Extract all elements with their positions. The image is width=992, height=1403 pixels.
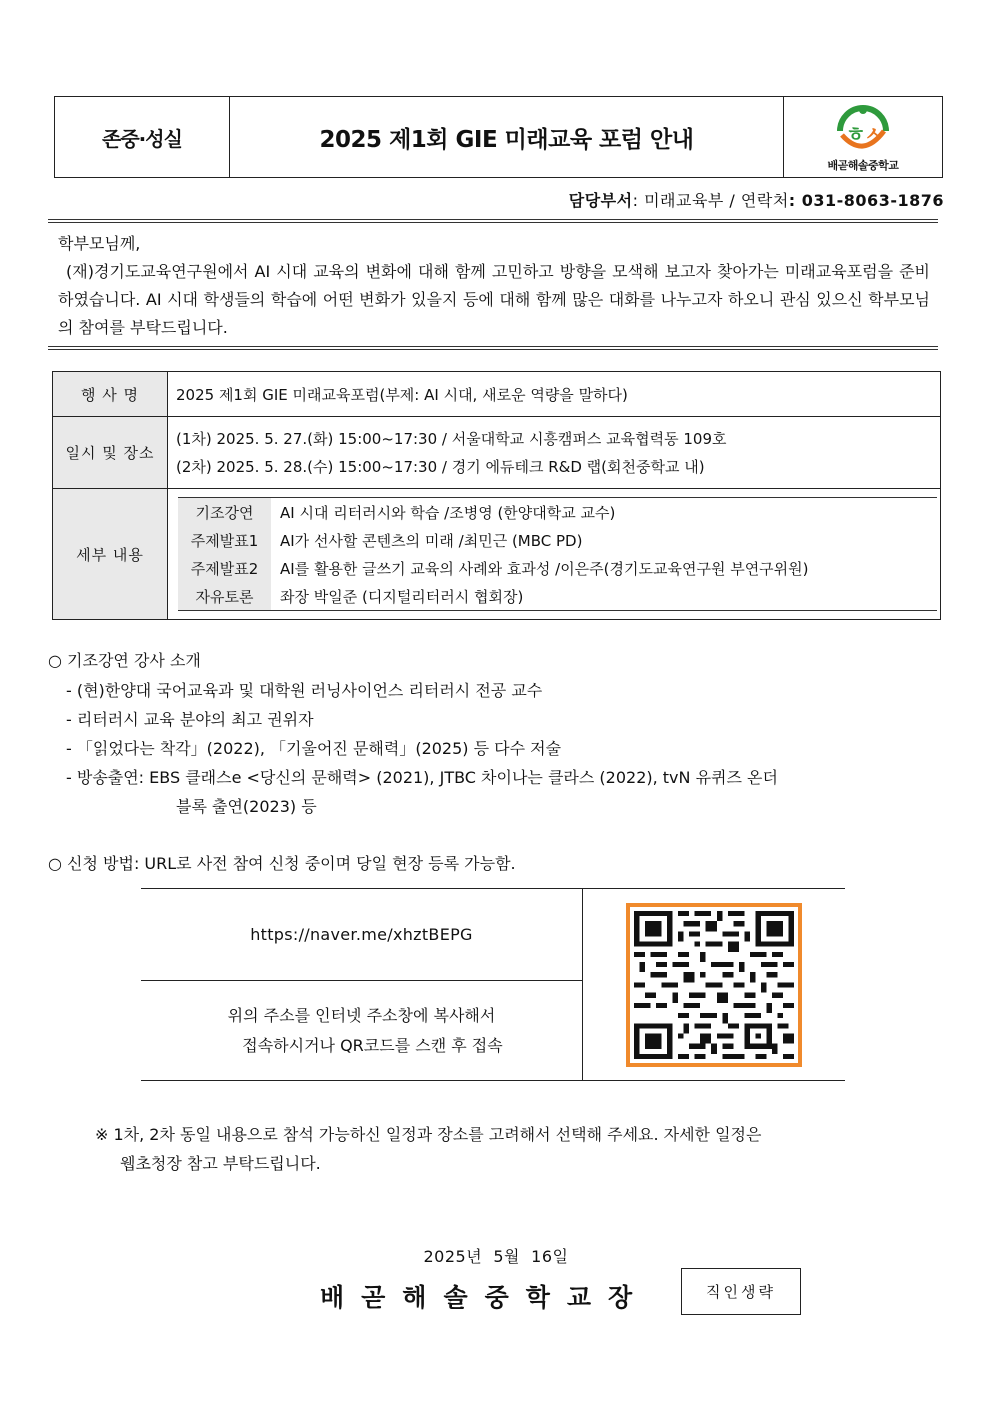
speaker-item: - (현)한양대 국어교육과 및 대학원 러닝사이언스 리터러시 전공 교수 xyxy=(66,681,543,700)
program-label: 자유토론 xyxy=(178,582,271,610)
apply-heading: ○ 신청 방법: URL로 사전 참여 신청 중이며 당일 현장 등록 가능함. xyxy=(48,854,516,873)
speaker-list xyxy=(66,676,946,821)
speaker-item: - 방송출연: EBS 클래스e <당신의 문해력> (2021), JTBC 차이나는 클라스 (2022), tvN 유퀴즈 온더 xyxy=(66,768,778,787)
divider-bottom xyxy=(48,346,938,350)
qr-code-icon xyxy=(634,911,794,1059)
qr-code[interactable] xyxy=(626,903,802,1067)
speaker-item: 블록 출연(2023) 등 xyxy=(176,797,317,816)
program-label: 주제발표1 xyxy=(178,526,271,554)
dept-value: : 미래교육부 / 연락처 xyxy=(632,191,789,210)
schedule-label: 일시 및 장소 xyxy=(53,417,168,489)
speaker-item: - 「읽었다는 착각」(2022), 「기울어진 문해력」(2025) 등 다수 저술 xyxy=(66,739,562,758)
note-paragraph xyxy=(95,1120,945,1178)
program-value: 좌장 박일준 (디지털리터러시 협회장) xyxy=(280,587,524,606)
svg-text:ㅎ: ㅎ xyxy=(846,122,866,146)
program-label: 주제발표2 xyxy=(178,554,271,582)
schedule-second: (2차) 2025. 5. 28.(수) 15:00~17:30 / 경기 에듀테크 R&D 랩(회천중학교 내) xyxy=(176,457,705,476)
event-name-value: 2025 제1회 GIE 미래교육포럼(부제: AI 시대, 새로운 역량을 말하다) xyxy=(168,372,941,417)
school-logo-text: 배곧해솔중학교 xyxy=(827,159,899,172)
program-row xyxy=(178,582,937,610)
apply-box xyxy=(141,888,845,1081)
program-value: AI를 활용한 글쓰기 교육의 사례와 효과성 /이은주(경기도교육연구원 부연구위원) xyxy=(280,559,809,578)
event-name-label: 행 사 명 xyxy=(53,372,168,417)
event-info-table xyxy=(52,371,941,620)
program-value: AI 시대 리터러시와 학습 /조병영 (한양대학교 교수) xyxy=(280,503,616,522)
issue-date: 2025년 5월 16일 xyxy=(423,1247,569,1266)
schedule-first: (1차) 2025. 5. 27.(화) 15:00~17:30 / 서울대학교 시흥캠퍼스 교육협력동 109호 xyxy=(176,429,727,448)
apply-instruction-1: 위의 주소를 인터넷 주소창에 복사해서 xyxy=(227,1005,496,1025)
signer-name: 배곧해솔중학교장 xyxy=(320,1283,650,1312)
dept-label: 담당부서 xyxy=(568,191,633,210)
intro-body: (재)경기도교육연구원에서 AI 시대 교육의 변화에 대해 함께 고민하고 방향을 모색해 보고자 찾아가는 미래교육포럼을 준비하였습니다. AI 시대 학생들의 학습에 어떤 변화가 있을지 등에 대해 함께 많은 대화를 나누고자 하오니 관심 있으신 학부모님의 참여를 부탁드립니다. xyxy=(58,262,930,337)
program-row xyxy=(178,498,937,526)
speaker-heading: ○ 기조강연 강사 소개 xyxy=(48,651,201,670)
program-value: AI가 선사할 콘텐츠의 미래 /최민근 (MBC PD) xyxy=(280,531,583,550)
intro-greeting: 학부모님께, xyxy=(58,234,141,253)
svg-text:ㅅ: ㅅ xyxy=(864,122,884,146)
note-line: 웹초청장 참고 부탁드립니다. xyxy=(120,1154,321,1173)
program-row xyxy=(178,526,937,554)
apply-url[interactable]: https://naver.me/xhztBEPG xyxy=(141,889,582,981)
document-title: 2025 제1회 GIE 미래교육 포럼 안내 xyxy=(230,97,784,177)
school-motto: 존중·성실 xyxy=(55,97,230,177)
school-logo-icon xyxy=(830,101,896,155)
intro-paragraph xyxy=(58,230,930,342)
seal-omitted-box: 직인생략 xyxy=(681,1268,801,1315)
apply-instruction-2: 접속하시거나 QR코드를 스캔 후 접속 xyxy=(242,1035,503,1055)
speaker-item: - 리터러시 교육 분야의 최고 권위자 xyxy=(66,710,314,729)
document-header xyxy=(54,96,943,178)
note-line: ※ 1차, 2차 동일 내용으로 참석 가능하신 일정과 장소를 고려해서 선택해 주세요. 자세한 일정은 xyxy=(95,1125,762,1144)
program-row xyxy=(178,554,937,582)
contact-line xyxy=(569,188,944,211)
school-logo xyxy=(784,97,942,177)
detail-label: 세부 내용 xyxy=(53,489,168,620)
phone-number: : 031-8063-1876 xyxy=(788,191,944,210)
divider-top xyxy=(48,219,938,223)
program-table xyxy=(178,498,937,610)
program-label: 기조강연 xyxy=(178,498,271,526)
